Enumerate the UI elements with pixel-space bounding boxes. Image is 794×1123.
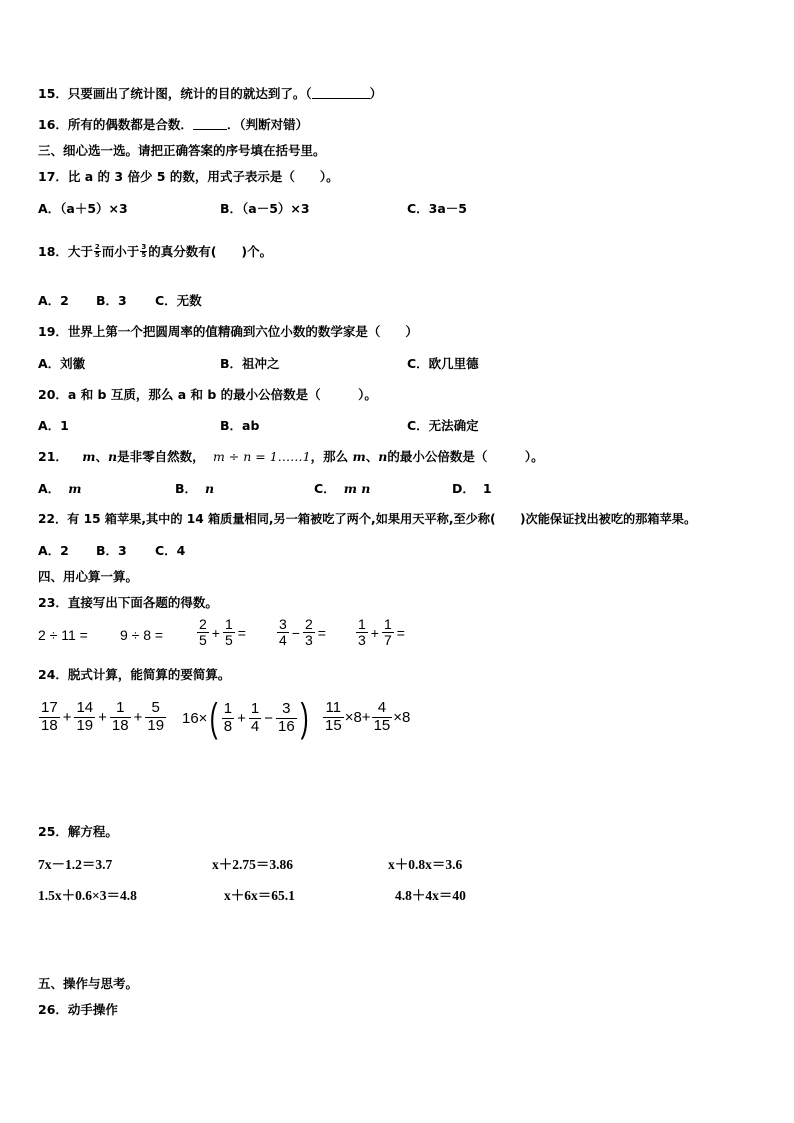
question-26	[38, 1000, 118, 1018]
equals: =	[396, 624, 405, 641]
question-text: 的最小公倍数是（ ）。	[387, 449, 544, 464]
equation-6: 4.8＋4x＝40	[395, 888, 466, 903]
numerator: 11	[325, 699, 342, 716]
option-label: A．	[38, 481, 61, 496]
option-c[interactable]: C．无数	[155, 293, 202, 308]
fraction	[197, 617, 209, 649]
fraction	[276, 701, 297, 735]
equation-1: 7x－1.2＝3.7	[38, 857, 113, 872]
coefficient: 16×	[182, 709, 208, 727]
question-22	[38, 510, 696, 527]
operator-text: ×8	[393, 708, 411, 726]
operator-text: ×8+	[344, 708, 371, 726]
equation-4: 1.5x＋0.6×3＝4.8	[38, 888, 137, 903]
equation-2: x＋2.75＝3.86	[212, 857, 293, 872]
calc-expression-3	[322, 700, 410, 734]
fraction	[94, 244, 101, 259]
question-number: 18．	[38, 244, 68, 259]
fraction	[145, 700, 166, 734]
question-text-end: ．（判断对错）	[226, 117, 309, 132]
question-text: 只要画出了统计图，统计的目的就达到了。（	[67, 86, 312, 101]
section-5-heading: 五、操作与思考。	[38, 976, 139, 991]
question-number: 16．	[38, 117, 68, 132]
operator: −	[291, 624, 300, 641]
denominator: 3	[304, 632, 313, 649]
numerator: 17	[41, 699, 58, 716]
question-16	[38, 115, 308, 133]
calc-expression-2: 16× ( $\frac{1}{8}$ + $\frac{1}{4}$ − $\frac{3}{16}$ )	[182, 696, 309, 740]
equation-5: x＋6x＝65.1	[224, 888, 295, 903]
question-text: 的真分数有( )个。	[148, 244, 273, 259]
expression-5	[355, 617, 407, 649]
denominator: 7	[383, 632, 392, 649]
denominator: 5	[224, 632, 233, 649]
division-expression: m ÷ n = 1……1	[212, 449, 311, 464]
denominator: 19	[76, 716, 94, 734]
option-b[interactable]: B．（a－5）×3	[220, 201, 310, 216]
option-a[interactable]: A．2	[38, 543, 69, 558]
question-number: 24．	[38, 667, 68, 682]
answer-blank[interactable]	[312, 87, 370, 99]
question-text: a 和 b 互质，那么 a 和 b 的最小公倍数是（ ）。	[67, 387, 377, 402]
fraction	[303, 617, 315, 649]
option-label: B．	[175, 481, 198, 496]
numerator: 3	[141, 242, 147, 251]
question-number: 21．	[38, 449, 68, 464]
option-c[interactable]	[314, 479, 370, 497]
numerator: 3	[282, 700, 291, 717]
question-text: 直接写出下面各题的得数。	[67, 595, 218, 610]
option-c[interactable]: C．4	[155, 543, 186, 558]
denominator: 8	[223, 717, 233, 735]
option-b[interactable]: B．3	[96, 543, 127, 558]
numerator: 1	[223, 700, 233, 717]
fraction	[39, 700, 60, 734]
denominator: 5	[94, 250, 100, 259]
question-text: 脱式计算，能简算的要简算。	[67, 667, 231, 682]
option-b[interactable]	[175, 479, 214, 497]
question-15	[38, 84, 382, 102]
question-number: 25．	[38, 824, 68, 839]
question-number: 26．	[38, 1002, 68, 1017]
numerator: 1	[383, 616, 392, 632]
option-label: C．	[314, 481, 336, 496]
option-a[interactable]	[38, 479, 81, 497]
option-a[interactable]: A．1	[38, 418, 69, 433]
option-value: m n	[343, 481, 371, 496]
variable-n: n	[108, 449, 118, 464]
numerator: 1	[224, 616, 233, 632]
option-c[interactable]: C．欧几里德	[407, 356, 479, 371]
equals: =	[317, 624, 326, 641]
operator: +	[370, 624, 379, 641]
question-25	[38, 822, 118, 840]
calc-expression-1: $\frac{17}{18}$ + $\frac{14}{19}$ + $\frac{1}{18}$ + $\frac{5}{19}$	[41, 699, 165, 734]
option-value: n	[205, 481, 215, 496]
denominator: 18	[41, 716, 58, 734]
question-number: 22．	[38, 512, 68, 526]
section-4-heading: 四、用心算一算。	[38, 569, 139, 584]
numerator: 3	[279, 616, 287, 632]
denominator: 3	[358, 632, 366, 649]
numerator: 2	[304, 616, 313, 632]
fraction	[222, 701, 234, 735]
separator: 、	[95, 449, 109, 464]
fraction	[74, 700, 95, 734]
denominator: 18	[111, 716, 129, 734]
fraction	[323, 700, 344, 734]
question-text: 有 15 箱苹果,其中的 14 箱质量相同,另一箱被吃了两个,如果用天平称,至少称( )次能保证找出被吃的那箱苹果。	[67, 512, 697, 526]
fraction	[382, 617, 394, 649]
denominator: 5	[141, 250, 147, 259]
option-b[interactable]: B．3	[96, 293, 127, 308]
answer-blank[interactable]	[193, 118, 227, 130]
variable-n: n	[378, 449, 388, 464]
question-text: 所有的偶数都是合数．	[67, 117, 193, 132]
equation-3: x＋0.8x＝3.6	[388, 857, 463, 872]
fraction	[223, 617, 235, 649]
question-17	[38, 167, 339, 185]
question-text: 比 a 的 3 倍少 5 的数，用式子表示是（ ）。	[67, 169, 339, 184]
option-b[interactable]: B．ab	[220, 418, 260, 433]
question-number: 20．	[38, 387, 68, 402]
denominator: 15	[373, 716, 391, 734]
question-text: 大于	[67, 244, 93, 259]
fraction	[277, 617, 289, 649]
operator: +	[211, 624, 220, 641]
numerator: 5	[151, 699, 160, 716]
fraction	[249, 701, 261, 735]
numerator: 14	[76, 699, 94, 716]
question-number: 17．	[38, 169, 68, 184]
question-18	[38, 242, 272, 260]
variable-m: m	[352, 449, 366, 464]
denominator: 16	[278, 717, 295, 735]
option-c[interactable]: C．无法确定	[407, 418, 479, 433]
separator: 、	[365, 449, 379, 464]
expression-2: 9 ÷ 8 =	[120, 627, 164, 643]
question-text: ，那么	[310, 449, 349, 464]
question-19	[38, 322, 418, 340]
denominator: 5	[199, 632, 207, 649]
question-text-end: ）	[369, 86, 383, 101]
fraction	[110, 700, 131, 734]
denominator: 4	[279, 632, 287, 649]
option-a[interactable]: A．刘徽	[38, 356, 86, 371]
numerator: 1	[358, 616, 366, 632]
expression-1: 2 ÷ 11 =	[38, 627, 88, 643]
expression-4	[276, 617, 328, 649]
numerator: 1	[116, 699, 125, 716]
numerator: 4	[377, 699, 387, 716]
question-text: 是非零自然数，	[117, 449, 205, 464]
denominator: 15	[325, 716, 342, 734]
fraction	[356, 617, 368, 649]
option-label: D．	[452, 481, 475, 496]
option-c[interactable]: C．3a－5	[407, 201, 468, 216]
variable-m: m	[82, 449, 96, 464]
question-23	[38, 593, 218, 611]
question-text: 解方程。	[67, 824, 118, 839]
option-b[interactable]: B．祖冲之	[220, 356, 280, 371]
fraction	[372, 700, 393, 734]
fraction	[140, 244, 147, 259]
question-number: 19．	[38, 324, 68, 339]
question-21	[38, 447, 544, 465]
question-number: 15．	[38, 86, 68, 101]
equals: =	[237, 624, 246, 641]
option-value: 1	[482, 481, 492, 496]
question-20	[38, 385, 377, 403]
question-text: 世界上第一个把圆周率的值精确到六位小数的数学家是（ ）	[67, 324, 418, 339]
expression-3	[196, 617, 248, 649]
option-a[interactable]: A．2	[38, 293, 69, 308]
option-a[interactable]: A．（a＋5）×3	[38, 201, 128, 216]
numerator: 1	[250, 700, 260, 717]
option-value: m	[68, 481, 82, 496]
denominator: 19	[147, 716, 165, 734]
question-24	[38, 665, 230, 683]
option-d[interactable]	[452, 479, 492, 497]
question-text: 动手操作	[67, 1002, 118, 1017]
question-text: 而小于	[101, 244, 140, 259]
numerator: 2	[94, 242, 100, 251]
question-number: 23．	[38, 595, 68, 610]
section-3-heading: 三、细心选一选。请把正确答案的序号填在括号里。	[38, 143, 326, 158]
denominator: 4	[250, 717, 260, 735]
numerator: 2	[199, 616, 207, 632]
